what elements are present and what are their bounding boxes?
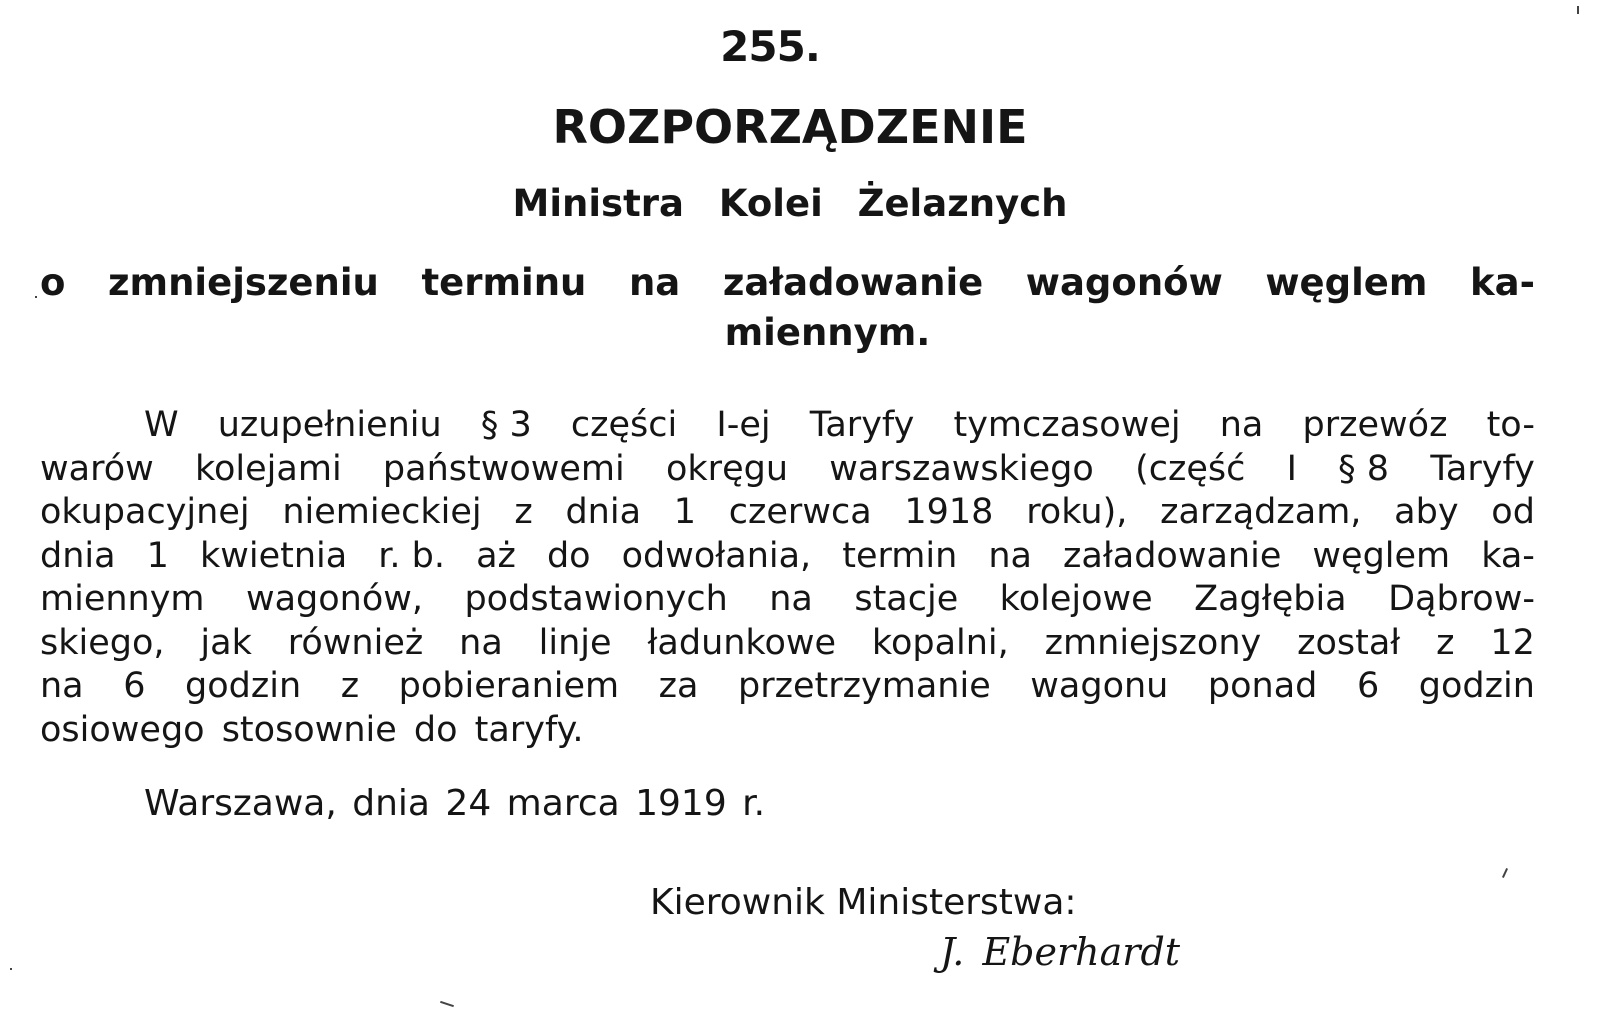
body-word: przetrzymanie [738,666,991,706]
body-word: kopalni, [871,622,1009,663]
body-line [40,404,1535,448]
body-word: r. b. [378,535,446,576]
body-line: osiowego stosownie do taryfy. [40,709,584,750]
body-word: na [1219,405,1264,445]
document-body [40,404,1535,752]
scan-speck [1577,6,1579,14]
document-title: ROZPORZĄDZENIE [552,100,1028,154]
body-word: § 8 [1338,448,1390,489]
heading-word: załadowanie [722,261,984,304]
body-word: warów [40,448,154,489]
body-word: uzupełnieniu [217,405,442,445]
body-word: Dąbrow- [1388,579,1535,619]
heading-word: zmniejszeniu [107,261,379,304]
body-word: (część [1135,448,1246,489]
heading-word: ka- [1470,261,1535,304]
body-word: wagonu [1030,666,1169,706]
body-word: aż [476,535,516,576]
body-word: podstawionych [464,579,728,619]
scan-speck [1502,868,1508,878]
body-word: z [340,666,360,706]
signature: J. Eberhardt [940,930,1181,974]
body-word: miennym [40,579,205,619]
body-word: 1918 [904,492,994,532]
document-heading [40,258,1535,358]
body-word: stacje [854,579,959,619]
body-word: również [287,622,424,663]
body-word: kolejami [194,448,342,489]
body-line [40,535,1535,579]
heading-word: węglem [1265,261,1428,304]
body-word: 6 [123,666,146,706]
document-subtitle: Ministra Kolei Żelaznych [512,182,1068,225]
body-word: załadowanie [1063,535,1282,576]
body-word: I-ej [716,405,771,445]
body-word: 1 [146,535,169,576]
body-word: na [988,535,1032,576]
body-word: linje [538,622,612,663]
body-word: pobieraniem [398,666,620,706]
body-line [40,622,1535,666]
body-word: ponad [1207,666,1318,706]
body-word: 12 [1490,622,1535,663]
body-word: na [459,622,503,663]
body-word: na [40,666,84,706]
body-word: termin [842,535,958,576]
body-word: W [144,405,179,445]
body-word: § 3 [480,405,532,445]
body-word: skiego, [40,622,165,663]
body-word: ładunkowe [647,622,837,663]
scan-speck [440,1001,454,1007]
body-word: jak [200,622,252,663]
document-number: 255. [720,22,820,71]
body-word: przewóz [1302,405,1448,445]
body-word: godzin [185,666,302,706]
body-word: kolejowe [999,579,1153,619]
body-word: dnia [40,535,116,576]
body-word: za [658,666,699,706]
signer-role: Kierownik Ministerstwa: [650,882,1077,923]
body-line [40,448,1535,492]
body-word: tymczasowej [953,405,1181,445]
body-word: 6 [1356,666,1380,706]
body-line [40,665,1535,709]
heading-word: o [40,261,66,304]
body-word: części [570,405,678,445]
body-word: Taryfy [1430,448,1535,489]
heading-line: miennym. [724,311,931,354]
body-word: z [514,492,533,532]
scan-speck [10,968,12,970]
body-word: roku), [1026,492,1128,532]
body-word: dnia [565,492,642,532]
body-word: państwowemi [382,448,625,489]
body-word: I [1286,448,1297,489]
body-word: Taryfy [809,405,915,445]
body-word: wagonów, [245,579,424,619]
body-word: aby [1394,492,1459,532]
body-word: warszawskiego [829,448,1094,489]
body-word: niemieckiej [282,492,482,532]
body-word: to- [1486,405,1535,445]
body-word: kwietnia [199,535,348,576]
body-word: Zagłębia [1194,579,1347,619]
body-word: okręgu [666,448,789,489]
body-word: zmniejszony [1044,622,1262,663]
place-date: Warszawa, dnia 24 marca 1919 r. [144,783,766,824]
heading-word: wagonów [1025,261,1223,304]
body-line [40,491,1535,535]
body-line [40,578,1535,622]
body-word: czerwca [728,492,872,532]
body-word: został [1297,622,1401,663]
heading-word: na [628,261,681,304]
body-word: okupacyjnej [40,492,250,532]
body-word: godzin [1418,666,1535,706]
body-word: z [1436,622,1455,663]
body-word: na [769,579,813,619]
body-word: węglem [1312,535,1451,576]
body-word: zarządzam, [1160,492,1362,532]
body-word: do [546,535,591,576]
heading-word: terminu [421,261,587,304]
body-word: ka- [1481,535,1535,576]
body-word: od [1491,492,1535,532]
scan-speck [35,296,37,298]
body-word: odwołania, [621,535,812,576]
heading-line [40,258,1535,308]
body-word: 1 [673,492,697,532]
